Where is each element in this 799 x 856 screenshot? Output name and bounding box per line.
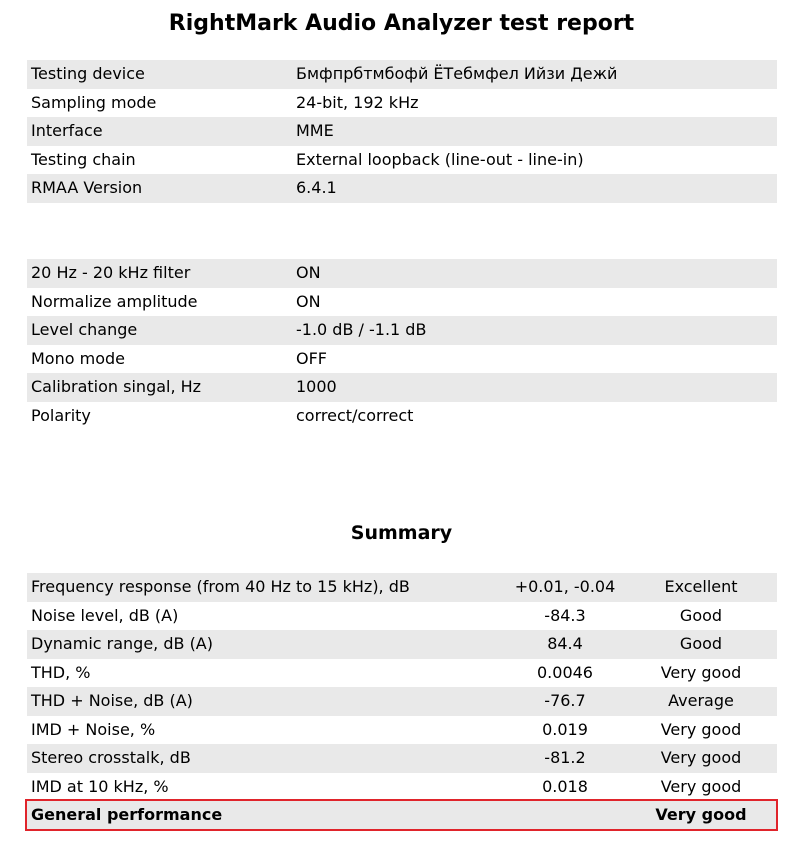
settings-label: Calibration singal, Hz	[27, 373, 292, 402]
general-performance-rating: Very good	[625, 801, 777, 830]
summary-label: Noise level, dB (A)	[27, 602, 505, 631]
info-value: Бмфпрбтмбофй ЁТебмфел Ийзи Дежй	[292, 60, 777, 89]
test-settings-table	[27, 259, 777, 430]
report-title: RightMark Audio Analyzer test report	[168, 11, 635, 36]
summary-label: IMD at 10 kHz, %	[27, 773, 505, 802]
summary-row-general-performance	[27, 801, 777, 830]
summary-value: 0.0046	[505, 659, 625, 688]
settings-value: ON	[292, 288, 777, 317]
settings-label: Polarity	[27, 402, 292, 431]
summary-rating: Average	[625, 687, 777, 716]
summary-row-thd-noise	[27, 687, 777, 716]
summary-rating: Very good	[625, 659, 777, 688]
summary-value: 0.018	[505, 773, 625, 802]
summary-label: Stereo crosstalk, dB	[27, 744, 505, 773]
settings-value: OFF	[292, 345, 777, 374]
summary-table	[27, 573, 777, 830]
summary-value: +0.01, -0.04	[505, 573, 625, 602]
summary-rating: Very good	[625, 744, 777, 773]
summary-rating: Very good	[625, 773, 777, 802]
summary-label: IMD + Noise, %	[27, 716, 505, 745]
settings-label: Level change	[27, 316, 292, 345]
summary-label: THD + Noise, dB (A)	[27, 687, 505, 716]
summary-label: Frequency response (from 40 Hz to 15 kHz), dB	[27, 573, 505, 602]
info-value: External loopback (line-out - line-in)	[292, 146, 777, 175]
settings-label: 20 Hz - 20 kHz filter	[27, 259, 292, 288]
info-row-interface	[27, 117, 777, 146]
summary-value: -76.7	[505, 687, 625, 716]
info-value: 6.4.1	[292, 174, 777, 203]
summary-label: THD, %	[27, 659, 505, 688]
summary-row-imd-noise	[27, 716, 777, 745]
summary-row-noise-level	[27, 602, 777, 631]
summary-row-imd-10khz	[27, 773, 777, 802]
summary-heading: Summary	[350, 522, 453, 544]
settings-row-polarity	[27, 402, 777, 431]
settings-row-calibration	[27, 373, 777, 402]
info-row-rmaa-version	[27, 174, 777, 203]
info-row-sampling-mode	[27, 89, 777, 118]
settings-value: correct/correct	[292, 402, 777, 431]
general-performance-label: General performance	[27, 801, 505, 830]
summary-row-thd	[27, 659, 777, 688]
summary-value: 0.019	[505, 716, 625, 745]
summary-rating: Good	[625, 630, 777, 659]
info-value: 24-bit, 192 kHz	[292, 89, 777, 118]
info-row-testing-device	[27, 60, 777, 89]
info-row-testing-chain	[27, 146, 777, 175]
general-performance-value	[505, 801, 625, 830]
summary-value: -84.3	[505, 602, 625, 631]
info-label: Testing chain	[27, 146, 292, 175]
summary-row-frequency-response	[27, 573, 777, 602]
summary-rating: Excellent	[625, 573, 777, 602]
summary-value: 84.4	[505, 630, 625, 659]
info-label: Interface	[27, 117, 292, 146]
settings-value: 1000	[292, 373, 777, 402]
summary-row-stereo-crosstalk	[27, 744, 777, 773]
settings-label: Normalize amplitude	[27, 288, 292, 317]
info-label: Testing device	[27, 60, 292, 89]
summary-value: -81.2	[505, 744, 625, 773]
device-info-table	[27, 60, 777, 203]
settings-row-filter	[27, 259, 777, 288]
summary-rating: Very good	[625, 716, 777, 745]
info-label: Sampling mode	[27, 89, 292, 118]
summary-rating: Good	[625, 602, 777, 631]
settings-row-mono-mode	[27, 345, 777, 374]
settings-row-normalize	[27, 288, 777, 317]
summary-row-dynamic-range	[27, 630, 777, 659]
settings-value: -1.0 dB / -1.1 dB	[292, 316, 777, 345]
summary-label: Dynamic range, dB (A)	[27, 630, 505, 659]
info-label: RMAA Version	[27, 174, 292, 203]
settings-row-level-change	[27, 316, 777, 345]
settings-value: ON	[292, 259, 777, 288]
settings-label: Mono mode	[27, 345, 292, 374]
info-value: MME	[292, 117, 777, 146]
